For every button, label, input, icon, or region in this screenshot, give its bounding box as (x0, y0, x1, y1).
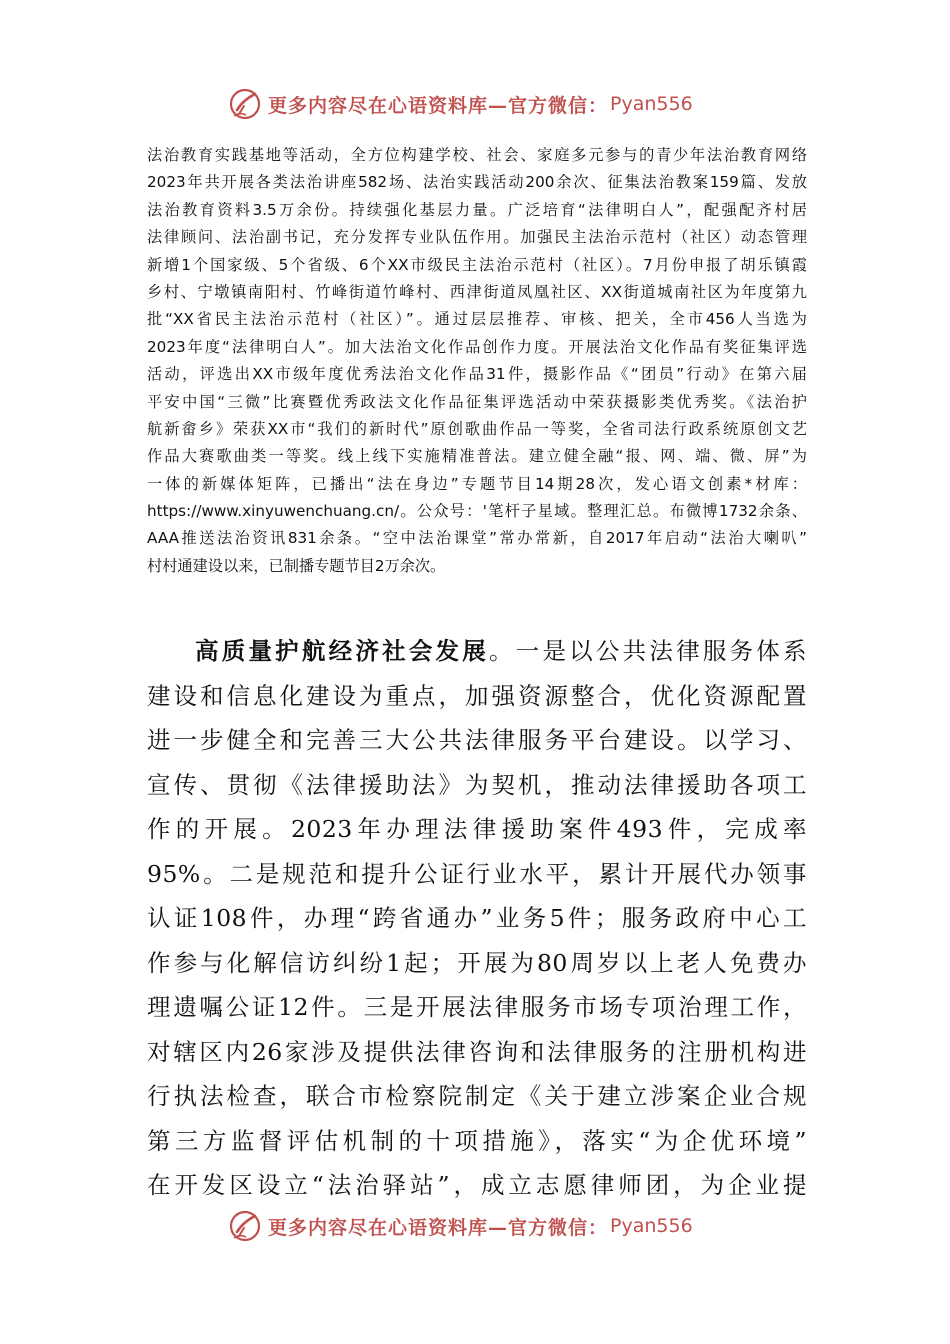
text-line: 法律顾问、法治副书记，充分发挥专业队伍作用。加强民主法治示范村（社区）动态管理 (147, 228, 807, 247)
pen-logo-icon (228, 1208, 264, 1244)
text-line: 进一步健全和完善三大公共法律服务平台建设。以学习、 (147, 726, 807, 754)
text-line: 平安中国“三微”比赛暨优秀政法文化作品征集评选活动中荣获摄影类优秀奖。《法治护 (147, 392, 807, 411)
text-line: 作品大赛歌曲类一等奖。线上线下实施精准普法。建立健全融“报、网、端、微、屏”为 (147, 447, 807, 466)
body-paragraph-main (147, 629, 807, 1208)
text-line: 作参与化解信访纠纷1起；开展为80周岁以上老人免费办 (147, 948, 807, 977)
text-line: 2023年度“法律明白人”。加大法治文化作品创作力度。开展法治文化作品有奖征集评选 (147, 337, 807, 356)
text-line: AAA推送法治资讯831余条。“空中法治课堂”常办常新，自2017年启动“法治大喇叭” (147, 529, 807, 548)
text-line: 村村通建设以来，已制播专题节目2万余次。 (147, 556, 446, 575)
text-line: 2023年共开展各类法治讲座582场、法治实践活动200余次、征集法治教案159篇、发放 (147, 173, 807, 192)
body-paragraph-small (147, 142, 807, 580)
pen-logo-icon (228, 86, 264, 122)
text-line: 作的开展。2023年办理法律援助案件493件，完成率 (147, 815, 807, 843)
heading-line-rest: 。一是以公共法律服务体系 (489, 637, 807, 665)
text-line: 乡村、宁墩镇南阳村、竹峰街道竹峰村、西津街道凤凰社区、XX街道城南社区为年度第九 (147, 282, 807, 301)
text-line: 一体的新媒体矩阵，已播出“法在身边”专题节目14期28次，发心语文创素*材库： (147, 474, 807, 493)
footer-banner (228, 1208, 693, 1244)
text-line: 对辖区内26家涉及提供法律咨询和法律服务的注册机构进 (147, 1037, 807, 1066)
banner-text: 更多内容尽在心语资料库—官方微信： (268, 1216, 609, 1239)
section-heading: 高质量护航经济社会发展 (195, 637, 489, 665)
text-line: 新增1个国家级、5个省级、6个XX市级民主法治示范村（社区）。7月份申报了胡乐镇霞 (147, 255, 807, 274)
text-line: 活动，评选出XX市级年度优秀法治文化作品31件，摄影作品《“团员”行动》在第六届 (147, 365, 807, 384)
text-line: 法治教育资料3.5万余份。持续强化基层力量。广泛培育“法律明白人”，配强配齐村居 (147, 200, 807, 219)
text-line: 认证108件，办理“跨省通办”业务5件；服务政府中心工 (147, 904, 807, 932)
text-line: 在开发区设立“法治驿站”，成立志愿律师团，为企业提 (147, 1171, 807, 1199)
header-banner (228, 86, 693, 122)
banner-wechat-id: Pyan556 (610, 93, 693, 115)
text-line-url: https://www.xinyuwenchuang.cn/。公众号：'笔杆子星域。整理汇总。布微博1732余条、 (147, 502, 807, 521)
text-line: 法治教育实践基地等活动，全方位构建学校、社会、家庭多元参与的青少年法治教育网络 (147, 146, 807, 164)
text-line: 建设和信息化建设为重点，加强资源整合，优化资源配置 (147, 681, 807, 710)
paragraph-first-line (147, 629, 807, 674)
text-line: 第三方监督评估机制的十项措施》，落实“为企优环境” (147, 1126, 807, 1155)
text-line: 理遗嘱公证12件。三是开展法律服务市场专项治理工作， (147, 993, 807, 1021)
text-line: 批“XX省民主法治示范村（社区）”。通过层层推荐、审核、把关，全市456人当选为 (147, 310, 807, 329)
text-line: 95%。二是规范和提升公证行业水平，累计开展代办领事 (147, 859, 807, 888)
banner-wechat-id: Pyan556 (610, 1215, 693, 1237)
text-line: 宣传、贯彻《法律援助法》为契机，推动法律援助各项工 (147, 770, 807, 799)
banner-text: 更多内容尽在心语资料库—官方微信： (268, 94, 609, 117)
text-line: 行执法检查，联合市检察院制定《关于建立涉案企业合规 (147, 1082, 807, 1110)
text-line: 航新畲乡》荣获XX市“我们的新时代”原创歌曲作品一等奖，全省司法行政系统原创文艺 (147, 419, 807, 438)
